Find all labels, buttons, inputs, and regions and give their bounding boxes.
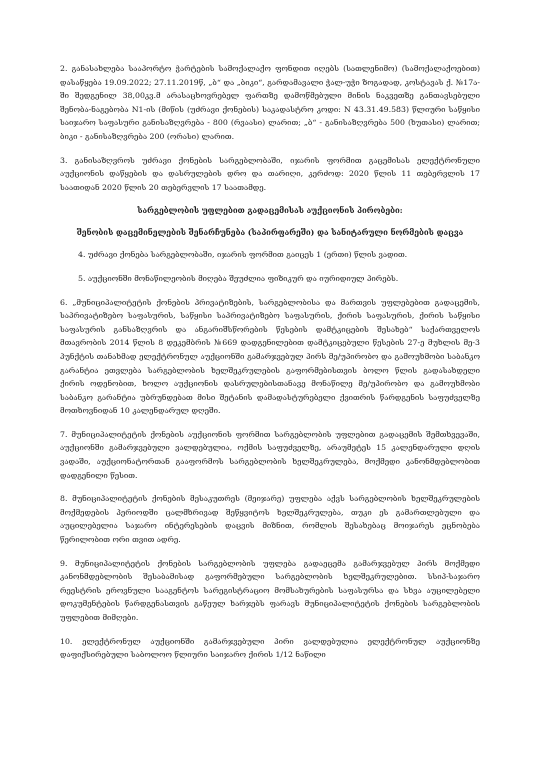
section-heading: სარგებლობის უფლებით გადაცემისას აუქციონის პირობები: — [137, 206, 403, 216]
paragraph-2: 2. განასახლება სააპორტო ჭარტების სამოქალაქო ფონდით იღებს (სათლენიმო) (სამოქალაქოებით) დასაწყება 19.09.2022; 27.11.2019წ, „ბ“ და „ბიკი“, გარდამავალი ჭალ-უჭი ზოგადად, კოსტავას ქ. №17ა-ში შედგენილ 38,00კვ.მ არასაცხოვრებელ ფართზე დამოწმებული მინის ნაკვეთზე განთავსებული შენობა-ნაგებობა N1-ის (მიწის (უძრავი ქონების) საკადასტრო კოდი: N 43.31.49.583) წლიური საწყისი საიჯარო საფასური განისაზღვრება - 800 (რვაასი) ლარით; „ბ“ - განისაზღვრება 500 (ხუთასი) ლარით; ბიკი - განისაზღვრება 200 (ორასი) ლარით. — [60, 64, 480, 141]
item-6: 6. „მუნიციპალიტეტის ქონების პრივატიზების, სარგებლობისა და მართვის უფლებებით გადაცემის, საპრივატიზებო საფასურის, საწყისი საპრივატიზებო საფასურის, ქირის საფასურის, ქირის საწყისი საფასურის განსაზღვრის და ანგარიშსწორების წესების დამტკიცების შესახებ“ საქართველოს მთავრობის 2014 წლის 8 დეკემბრის №669 დადგენილებით დამტკიცებული წესების 27-ე მუხლის მე-3 პუნქტის თანახმად ელექტრონულ აუქციონში გამარჯვებულ პირს მე/უპირობო და გამოუხმობი საბანკო გარანტია ეთვლება სარგებლობის ხელშეკრულების გაფორმებისთვის ბოლო წლის გადასახდელი ქირის ოდენობით, ხოლო აუქციონის დასრულებისთანავე მონაწილე მე/უპირობო და გამოუხმობი საბანკო გარანტია უბრუნდებათ მისი შეტანის დამადასტურებელი ქვითრის წარდგენის საფუძველზე მოთხოვნიდან 10 კალენდარულ დღეში. — [60, 297, 480, 416]
item-9: 9. მუნიციპალიტეტის ქონების სარგებლობის უფლება გადაეცემა გამარჯვებულ პირს მოქმედი კანონმდებლობის შესაბამისად გაფორმებული სარგებლობის ხელშეკრულებით. სსიპ-საჯარო რეესტრის ეროვნული სააგენტოს სარეგისტრაციო მომსახურების საფასურსა და სხვა აუცილებელი დოკუმენტების წარდგენასთვის გაწეულ ხარჯებს ფარავს მუნიციპალიტეტის ქონების სარგებლობის უფლებით მიმღები. — [60, 558, 480, 622]
section-subheading: შენობის დაცემინელების შენარჩუნება (საპირფარეში) და სანიტარული ნორმების დაცვა — [76, 228, 464, 238]
item-10: 10. ელექტრონულ აუქციონში გამარჯვებული პირი ვალდებულია ელექტრონულ აუქციონზე დაფიქსირებული საბოლოო წლიური საიჯარო ქირის 1/12 ნაწილი — [60, 636, 480, 660]
item-7: 7. მუნიციპალიტეტის ქონების აუქციონის ფორმით სარგებლობის უფლებით გადაცემის შემთხვევაში, აუქციონში გამარჯვებული ვალდებულია, ოქმის საფუძველზე, არაუმეტეს 15 კალენდარული დღის ვადაში, აუქციონატორთან გააფორმოს სარგებლობის ხელშეკრულება, მოქმედი კანონმდებლობით დადგენილი წესით. — [60, 429, 480, 480]
item-4: 4. უძრავი ქონება სარგებლობაში, იჯარის ფორმით გაიცეს 1 (ერთი) წლის ვადით. — [78, 250, 408, 260]
item-8: 8. მუნიციპალიტეტის ქონების მესაკუთრეს (მეიჯარე) უფლება აქვს სარგებლობის ხელშეკრულების მოქმედების პერიოდში ცალმხრივად შეწყვიტოს ხელშეკრულება, თუკი ეს გამართლებული და აუცილებელია საჯარო ინტერესების დაცვის მიზნით, რომლის შესახებაც მოიჯარეს ეცნობება წერილობით ორი თვით ადრე. — [60, 494, 480, 545]
item-5: 5. აუქციონში მონაწილეობის მიღება შეუძლია ფიზიკურ და იურიდიულ პირებს. — [78, 273, 399, 283]
paragraph-3: 3. განისაზღვროს უძრავი ქონების სარგებლობაში, იჯარის ფორმით გაცემისას ელექტრონული აუქციონის დაწყების და დასრულების დრო და თარიღი, კერძოდ: 2020 წლის 11 თებერვლის 17 საათიდან 2020 წლის 20 თებერვლის 17 საათამდე. — [60, 155, 480, 192]
document-body — [60, 62, 480, 672]
